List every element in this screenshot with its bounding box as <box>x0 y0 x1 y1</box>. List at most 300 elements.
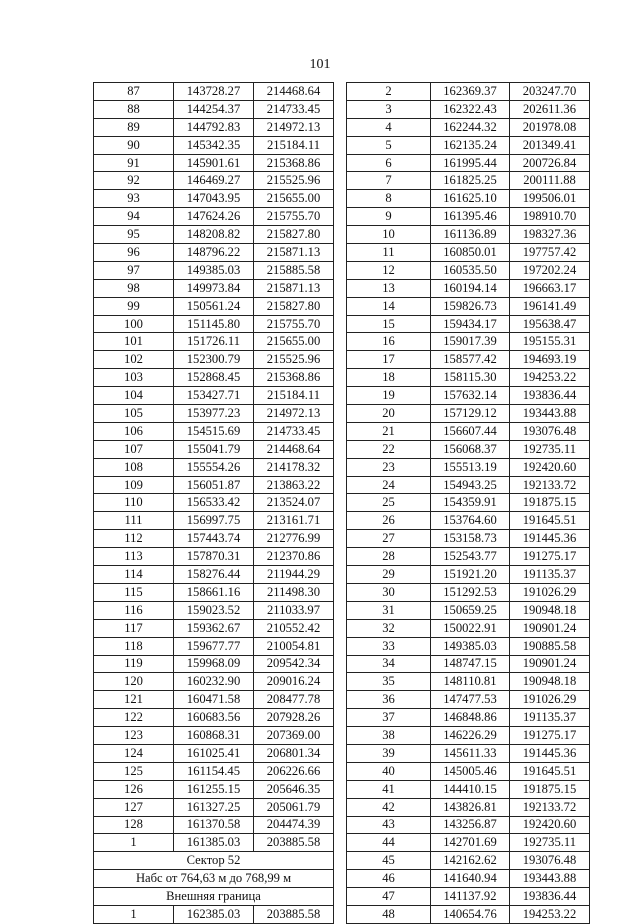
y-coordinate: 191645.51 <box>510 512 590 530</box>
table-row <box>347 709 590 727</box>
table-row <box>94 190 334 208</box>
x-coordinate: 156068.37 <box>431 440 510 458</box>
table-row <box>94 118 334 136</box>
y-coordinate: 212776.99 <box>254 530 334 548</box>
y-coordinate: 209542.34 <box>254 655 334 673</box>
point-number: 101 <box>94 333 174 351</box>
table-row <box>94 691 334 709</box>
x-coordinate: 155041.79 <box>174 440 254 458</box>
y-coordinate: 206226.66 <box>254 762 334 780</box>
table-row <box>347 691 590 709</box>
point-number: 26 <box>347 512 431 530</box>
table-row <box>347 154 590 172</box>
point-number: 106 <box>94 422 174 440</box>
table-row <box>94 100 334 118</box>
table-row <box>94 208 334 226</box>
y-coordinate: 191875.15 <box>510 780 590 798</box>
point-number: 42 <box>347 798 431 816</box>
x-coordinate: 143256.87 <box>431 816 510 834</box>
point-number: 29 <box>347 566 431 584</box>
x-coordinate: 140654.76 <box>431 905 510 923</box>
table-row <box>347 601 590 619</box>
x-coordinate: 141640.94 <box>431 870 510 888</box>
table-row <box>94 619 334 637</box>
table-row <box>94 888 334 906</box>
x-coordinate: 149385.03 <box>174 261 254 279</box>
y-coordinate: 190948.18 <box>510 601 590 619</box>
y-coordinate: 193076.48 <box>510 852 590 870</box>
point-number: 113 <box>94 548 174 566</box>
table-row <box>347 673 590 691</box>
point-number: 120 <box>94 673 174 691</box>
point-number: 22 <box>347 440 431 458</box>
table-row <box>94 494 334 512</box>
x-coordinate: 153158.73 <box>431 530 510 548</box>
x-coordinate: 148208.82 <box>174 226 254 244</box>
y-coordinate: 197202.24 <box>510 261 590 279</box>
table-row <box>94 226 334 244</box>
point-number: 94 <box>94 208 174 226</box>
point-number: 47 <box>347 888 431 906</box>
sector-height-range: Набс от 764,63 м до 768,99 м <box>94 870 334 888</box>
point-number: 104 <box>94 387 174 405</box>
point-number: 15 <box>347 315 431 333</box>
point-number: 90 <box>94 136 174 154</box>
table-row <box>94 673 334 691</box>
x-coordinate: 156533.42 <box>174 494 254 512</box>
y-coordinate: 213161.71 <box>254 512 334 530</box>
point-number: 32 <box>347 619 431 637</box>
point-number: 93 <box>94 190 174 208</box>
table-row <box>347 655 590 673</box>
table-row <box>347 619 590 637</box>
x-coordinate: 159677.77 <box>174 637 254 655</box>
y-coordinate: 191445.36 <box>510 530 590 548</box>
x-coordinate: 161025.41 <box>174 744 254 762</box>
x-coordinate: 161825.25 <box>431 172 510 190</box>
y-coordinate: 215655.00 <box>254 333 334 351</box>
point-number: 30 <box>347 583 431 601</box>
point-number: 114 <box>94 566 174 584</box>
table-row <box>347 905 590 923</box>
table-row <box>94 530 334 548</box>
point-number: 110 <box>94 494 174 512</box>
point-number: 123 <box>94 727 174 745</box>
table-row <box>347 744 590 762</box>
table-row <box>347 351 590 369</box>
table-row <box>347 852 590 870</box>
table-row <box>347 83 590 101</box>
x-coordinate: 147624.26 <box>174 208 254 226</box>
table-row <box>94 852 334 870</box>
x-coordinate: 161385.03 <box>174 834 254 852</box>
x-coordinate: 154943.25 <box>431 476 510 494</box>
point-number: 36 <box>347 691 431 709</box>
table-row <box>347 440 590 458</box>
x-coordinate: 145611.33 <box>431 744 510 762</box>
point-number: 14 <box>347 297 431 315</box>
x-coordinate: 150659.25 <box>431 601 510 619</box>
point-number: 25 <box>347 494 431 512</box>
point-number: 31 <box>347 601 431 619</box>
x-coordinate: 142162.62 <box>431 852 510 870</box>
point-number: 48 <box>347 905 431 923</box>
x-coordinate: 153764.60 <box>431 512 510 530</box>
x-coordinate: 150022.91 <box>431 619 510 637</box>
point-number: 121 <box>94 691 174 709</box>
x-coordinate: 152868.45 <box>174 369 254 387</box>
x-coordinate: 150561.24 <box>174 297 254 315</box>
y-coordinate: 193443.88 <box>510 405 590 423</box>
x-coordinate: 159434.17 <box>431 315 510 333</box>
x-coordinate: 149385.03 <box>431 637 510 655</box>
y-coordinate: 203885.58 <box>254 834 334 852</box>
x-coordinate: 151726.11 <box>174 333 254 351</box>
y-coordinate: 193836.44 <box>510 387 590 405</box>
y-coordinate: 215827.80 <box>254 297 334 315</box>
sector-title: Сектор 52 <box>94 852 334 870</box>
point-number: 111 <box>94 512 174 530</box>
table-row <box>347 208 590 226</box>
y-coordinate: 194253.22 <box>510 905 590 923</box>
x-coordinate: 147477.53 <box>431 691 510 709</box>
table-row <box>94 905 334 923</box>
y-coordinate: 214972.13 <box>254 405 334 423</box>
x-coordinate: 146848.86 <box>431 709 510 727</box>
table-row <box>94 798 334 816</box>
x-coordinate: 156051.87 <box>174 476 254 494</box>
point-number: 35 <box>347 673 431 691</box>
point-number: 46 <box>347 870 431 888</box>
point-number: 37 <box>347 709 431 727</box>
y-coordinate: 191645.51 <box>510 762 590 780</box>
point-number: 8 <box>347 190 431 208</box>
y-coordinate: 215184.11 <box>254 387 334 405</box>
y-coordinate: 203885.58 <box>254 905 334 923</box>
table-row <box>94 172 334 190</box>
table-row <box>94 476 334 494</box>
x-coordinate: 161625.10 <box>431 190 510 208</box>
y-coordinate: 214468.64 <box>254 440 334 458</box>
point-number: 2 <box>347 83 431 101</box>
table-row <box>94 83 334 101</box>
y-coordinate: 215655.00 <box>254 190 334 208</box>
point-number: 20 <box>347 405 431 423</box>
point-number: 118 <box>94 637 174 655</box>
point-number: 39 <box>347 744 431 762</box>
point-number: 115 <box>94 583 174 601</box>
x-coordinate: 162322.43 <box>431 100 510 118</box>
x-coordinate: 160535.50 <box>431 261 510 279</box>
x-coordinate: 160683.56 <box>174 709 254 727</box>
y-coordinate: 209016.24 <box>254 673 334 691</box>
y-coordinate: 214972.13 <box>254 118 334 136</box>
x-coordinate: 161395.46 <box>431 208 510 226</box>
table-row <box>94 601 334 619</box>
x-coordinate: 153427.71 <box>174 387 254 405</box>
x-coordinate: 158661.16 <box>174 583 254 601</box>
x-coordinate: 145005.46 <box>431 762 510 780</box>
x-coordinate: 143826.81 <box>431 798 510 816</box>
point-number: 7 <box>347 172 431 190</box>
table-row <box>347 172 590 190</box>
y-coordinate: 191026.29 <box>510 583 590 601</box>
x-coordinate: 151921.20 <box>431 566 510 584</box>
table-row <box>347 190 590 208</box>
point-number: 24 <box>347 476 431 494</box>
table-row <box>347 727 590 745</box>
x-coordinate: 156997.75 <box>174 512 254 530</box>
y-coordinate: 214178.32 <box>254 458 334 476</box>
y-coordinate: 193836.44 <box>510 888 590 906</box>
x-coordinate: 158577.42 <box>431 351 510 369</box>
point-number: 128 <box>94 816 174 834</box>
table-row <box>347 405 590 423</box>
point-number: 43 <box>347 816 431 834</box>
x-coordinate: 157129.12 <box>431 405 510 423</box>
y-coordinate: 207369.00 <box>254 727 334 745</box>
table-row <box>347 422 590 440</box>
y-coordinate: 195155.31 <box>510 333 590 351</box>
point-number: 34 <box>347 655 431 673</box>
table-row <box>347 888 590 906</box>
x-coordinate: 144410.15 <box>431 780 510 798</box>
x-coordinate: 161327.25 <box>174 798 254 816</box>
table-row <box>94 709 334 727</box>
y-coordinate: 198327.36 <box>510 226 590 244</box>
point-number: 18 <box>347 369 431 387</box>
table-row <box>94 780 334 798</box>
x-coordinate: 159362.67 <box>174 619 254 637</box>
table-row <box>347 494 590 512</box>
point-number: 109 <box>94 476 174 494</box>
table-row <box>94 136 334 154</box>
table-row <box>94 154 334 172</box>
y-coordinate: 191875.15 <box>510 494 590 512</box>
y-coordinate: 215827.80 <box>254 226 334 244</box>
table-row <box>347 566 590 584</box>
y-coordinate: 200726.84 <box>510 154 590 172</box>
point-number: 102 <box>94 351 174 369</box>
y-coordinate: 191135.37 <box>510 566 590 584</box>
x-coordinate: 154359.91 <box>431 494 510 512</box>
point-number: 16 <box>347 333 431 351</box>
table-row <box>347 548 590 566</box>
table-row <box>347 333 590 351</box>
x-coordinate: 146226.29 <box>431 727 510 745</box>
x-coordinate: 159017.39 <box>431 333 510 351</box>
point-number: 38 <box>347 727 431 745</box>
point-number: 23 <box>347 458 431 476</box>
point-number: 6 <box>347 154 431 172</box>
point-number: 4 <box>347 118 431 136</box>
table-row <box>94 315 334 333</box>
x-coordinate: 145342.35 <box>174 136 254 154</box>
y-coordinate: 214733.45 <box>254 422 334 440</box>
point-number: 100 <box>94 315 174 333</box>
point-number: 9 <box>347 208 431 226</box>
point-number: 11 <box>347 244 431 262</box>
y-coordinate: 215755.70 <box>254 315 334 333</box>
x-coordinate: 161255.15 <box>174 780 254 798</box>
point-number: 89 <box>94 118 174 136</box>
x-coordinate: 160850.01 <box>431 244 510 262</box>
point-number: 1 <box>94 834 174 852</box>
point-number: 122 <box>94 709 174 727</box>
table-row <box>94 244 334 262</box>
point-number: 45 <box>347 852 431 870</box>
y-coordinate: 192420.60 <box>510 816 590 834</box>
point-number: 116 <box>94 601 174 619</box>
point-number: 119 <box>94 655 174 673</box>
y-coordinate: 196663.17 <box>510 279 590 297</box>
x-coordinate: 160232.90 <box>174 673 254 691</box>
point-number: 40 <box>347 762 431 780</box>
y-coordinate: 207928.26 <box>254 709 334 727</box>
y-coordinate: 190901.24 <box>510 619 590 637</box>
table-row <box>94 566 334 584</box>
y-coordinate: 193443.88 <box>510 870 590 888</box>
table-row <box>94 744 334 762</box>
point-number: 13 <box>347 279 431 297</box>
y-coordinate: 192133.72 <box>510 476 590 494</box>
table-row <box>94 870 334 888</box>
y-coordinate: 211498.30 <box>254 583 334 601</box>
x-coordinate: 149973.84 <box>174 279 254 297</box>
table-row <box>347 780 590 798</box>
point-number: 97 <box>94 261 174 279</box>
point-number: 88 <box>94 100 174 118</box>
y-coordinate: 191275.17 <box>510 548 590 566</box>
table-row <box>347 315 590 333</box>
table-row <box>94 279 334 297</box>
point-number: 19 <box>347 387 431 405</box>
point-number: 95 <box>94 226 174 244</box>
y-coordinate: 213524.07 <box>254 494 334 512</box>
x-coordinate: 142701.69 <box>431 834 510 852</box>
x-coordinate: 157870.31 <box>174 548 254 566</box>
page-number: 101 <box>309 57 331 72</box>
y-coordinate: 191275.17 <box>510 727 590 745</box>
y-coordinate: 198910.70 <box>510 208 590 226</box>
y-coordinate: 192420.60 <box>510 458 590 476</box>
x-coordinate: 155554.26 <box>174 458 254 476</box>
x-coordinate: 160471.58 <box>174 691 254 709</box>
x-coordinate: 148747.15 <box>431 655 510 673</box>
x-coordinate: 146469.27 <box>174 172 254 190</box>
table-row <box>347 279 590 297</box>
point-number: 112 <box>94 530 174 548</box>
table-row <box>347 458 590 476</box>
table-row <box>347 870 590 888</box>
table-row <box>94 405 334 423</box>
x-coordinate: 153977.23 <box>174 405 254 423</box>
point-number: 127 <box>94 798 174 816</box>
point-number: 3 <box>347 100 431 118</box>
table-row <box>347 226 590 244</box>
table-row <box>347 476 590 494</box>
x-coordinate: 152543.77 <box>431 548 510 566</box>
y-coordinate: 203247.70 <box>510 83 590 101</box>
table-row <box>347 387 590 405</box>
x-coordinate: 144254.37 <box>174 100 254 118</box>
y-coordinate: 214733.45 <box>254 100 334 118</box>
y-coordinate: 206801.34 <box>254 744 334 762</box>
x-coordinate: 148796.22 <box>174 244 254 262</box>
x-coordinate: 155513.19 <box>431 458 510 476</box>
y-coordinate: 191445.36 <box>510 744 590 762</box>
point-number: 126 <box>94 780 174 798</box>
point-number: 21 <box>347 422 431 440</box>
y-coordinate: 215368.86 <box>254 369 334 387</box>
point-number: 1 <box>94 905 174 923</box>
boundary-title: Внешняя граница <box>94 888 334 906</box>
table-row <box>347 100 590 118</box>
table-row <box>94 458 334 476</box>
coordinates-table-right <box>346 82 590 924</box>
point-number: 17 <box>347 351 431 369</box>
y-coordinate: 211944.29 <box>254 566 334 584</box>
x-coordinate: 162135.24 <box>431 136 510 154</box>
point-number: 27 <box>347 530 431 548</box>
x-coordinate: 145901.61 <box>174 154 254 172</box>
table-row <box>347 798 590 816</box>
table-row <box>347 530 590 548</box>
y-coordinate: 191135.37 <box>510 709 590 727</box>
y-coordinate: 194693.19 <box>510 351 590 369</box>
y-coordinate: 193076.48 <box>510 422 590 440</box>
table-row <box>94 727 334 745</box>
table-row <box>94 834 334 852</box>
point-number: 105 <box>94 405 174 423</box>
table-row <box>94 548 334 566</box>
x-coordinate: 158276.44 <box>174 566 254 584</box>
y-coordinate: 200111.88 <box>510 172 590 190</box>
table-row <box>347 583 590 601</box>
y-coordinate: 190885.58 <box>510 637 590 655</box>
x-coordinate: 151292.53 <box>431 583 510 601</box>
x-coordinate: 160194.14 <box>431 279 510 297</box>
x-coordinate: 152300.79 <box>174 351 254 369</box>
y-coordinate: 191026.29 <box>510 691 590 709</box>
table-row <box>94 387 334 405</box>
y-coordinate: 215184.11 <box>254 136 334 154</box>
point-number: 41 <box>347 780 431 798</box>
point-number: 10 <box>347 226 431 244</box>
y-coordinate: 192735.11 <box>510 834 590 852</box>
x-coordinate: 144792.83 <box>174 118 254 136</box>
point-number: 103 <box>94 369 174 387</box>
x-coordinate: 151145.80 <box>174 315 254 333</box>
point-number: 87 <box>94 83 174 101</box>
y-coordinate: 215368.86 <box>254 154 334 172</box>
x-coordinate: 159968.09 <box>174 655 254 673</box>
table-row <box>94 637 334 655</box>
x-coordinate: 159826.73 <box>431 297 510 315</box>
table-row <box>94 655 334 673</box>
table-row <box>94 297 334 315</box>
y-coordinate: 194253.22 <box>510 369 590 387</box>
y-coordinate: 199506.01 <box>510 190 590 208</box>
y-coordinate: 192735.11 <box>510 440 590 458</box>
x-coordinate: 156607.44 <box>431 422 510 440</box>
y-coordinate: 196141.49 <box>510 297 590 315</box>
y-coordinate: 214468.64 <box>254 83 334 101</box>
y-coordinate: 202611.36 <box>510 100 590 118</box>
table-row <box>94 512 334 530</box>
table-row <box>347 512 590 530</box>
y-coordinate: 201978.08 <box>510 118 590 136</box>
